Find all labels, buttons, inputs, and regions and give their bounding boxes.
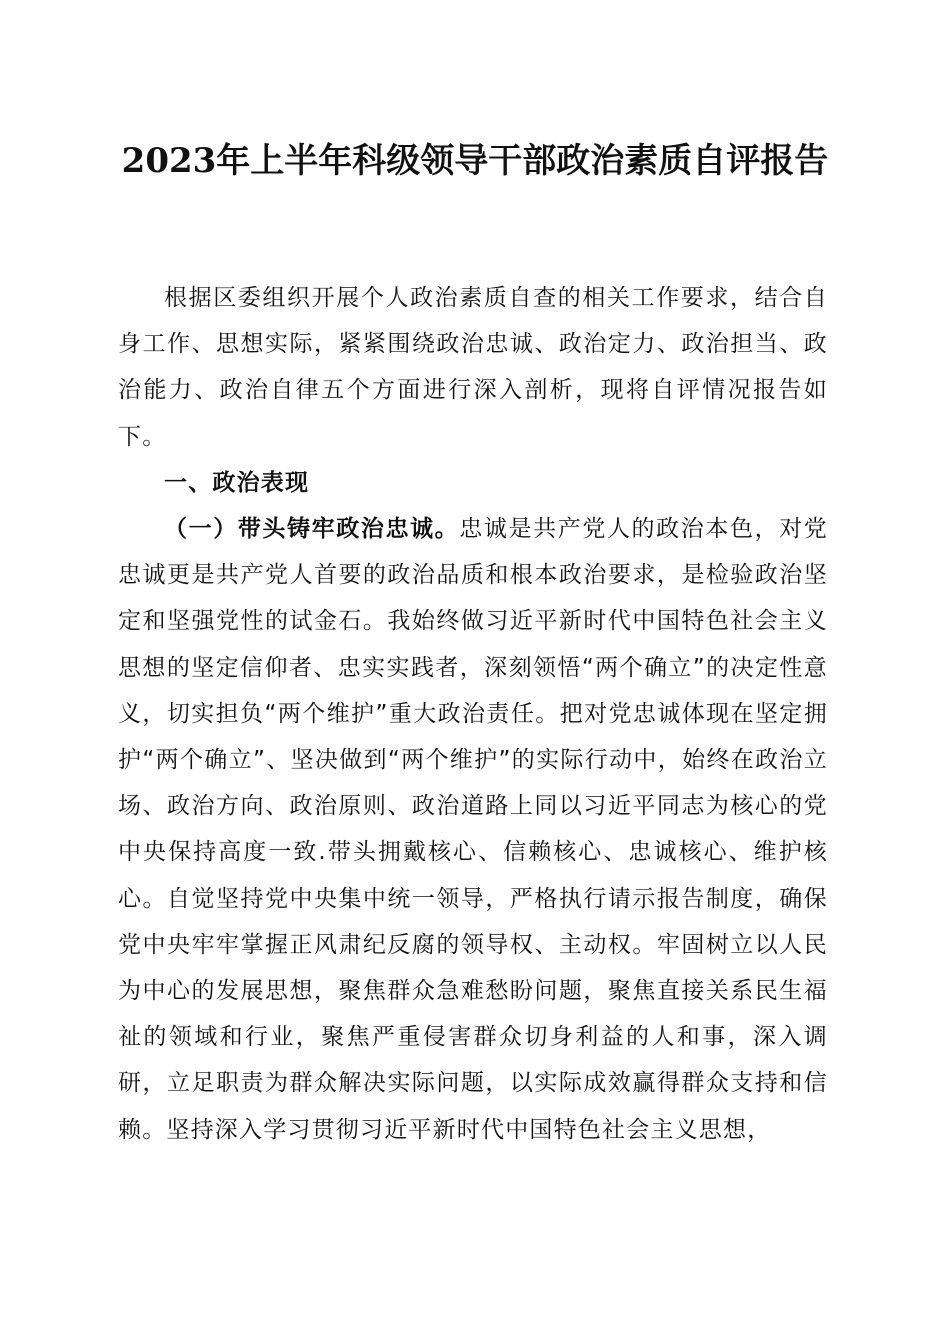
section-heading: 一、政治表现: [164, 469, 310, 496]
intro-paragraph: 根据区委组织开展个人政治素质自查的相关工作要求，结合自身工作、思想实际，紧紧围绕政治忠诚、政治定力、政治担当、政治能力、政治自律五个方面进行深入剖析，现将自评情况报告如下。: [118, 285, 828, 450]
subsection-heading: （一）带头铸牢政治忠诚。: [164, 516, 460, 543]
document-body: [118, 275, 828, 1153]
document-title: 2023年上半年科级领导干部政治素质自评报告: [121, 141, 829, 181]
subsection-body: 忠诚是共产党人的政治本色，对党忠诚更是共产党人首要的政治品质和根本政治要求，是检验政治坚定和坚强党性的试金石。我始终做习近平新时代中国特色社会主义思想的坚定信仰者、忠实实践者，深刻领悟“两个确立”的决定性意义，切实担负“两个维护”重大政治责任。把对党忠诚体现在坚定拥护“两个确立”、坚决做到“两个维护”的实际行动中，始终在政治立场、政治方向、政治原则、政治道路上同以习近平同志为核心的党中央保持高度一致.带头拥戴核心、信赖核心、忠诚核心、维护核心。自觉坚持党中央集中统一领导，严格执行请示报告制度，确保党中央牢牢掌握正风肃纪反腐的领导权、主动权。牢固树立以人民为中心的发展思想，聚焦群众急难愁盼问题，聚焦直接关系民生福祉的领域和行业，聚焦严重侵害群众切身利益的人和事，深入调研，立足职责为群众解决实际问题，以实际成效赢得群众支持和信赖。坚持深入学习贯彻习近平新时代中国特色社会主义思想，: [118, 516, 829, 1143]
subsection-paragraph: [118, 506, 828, 1153]
